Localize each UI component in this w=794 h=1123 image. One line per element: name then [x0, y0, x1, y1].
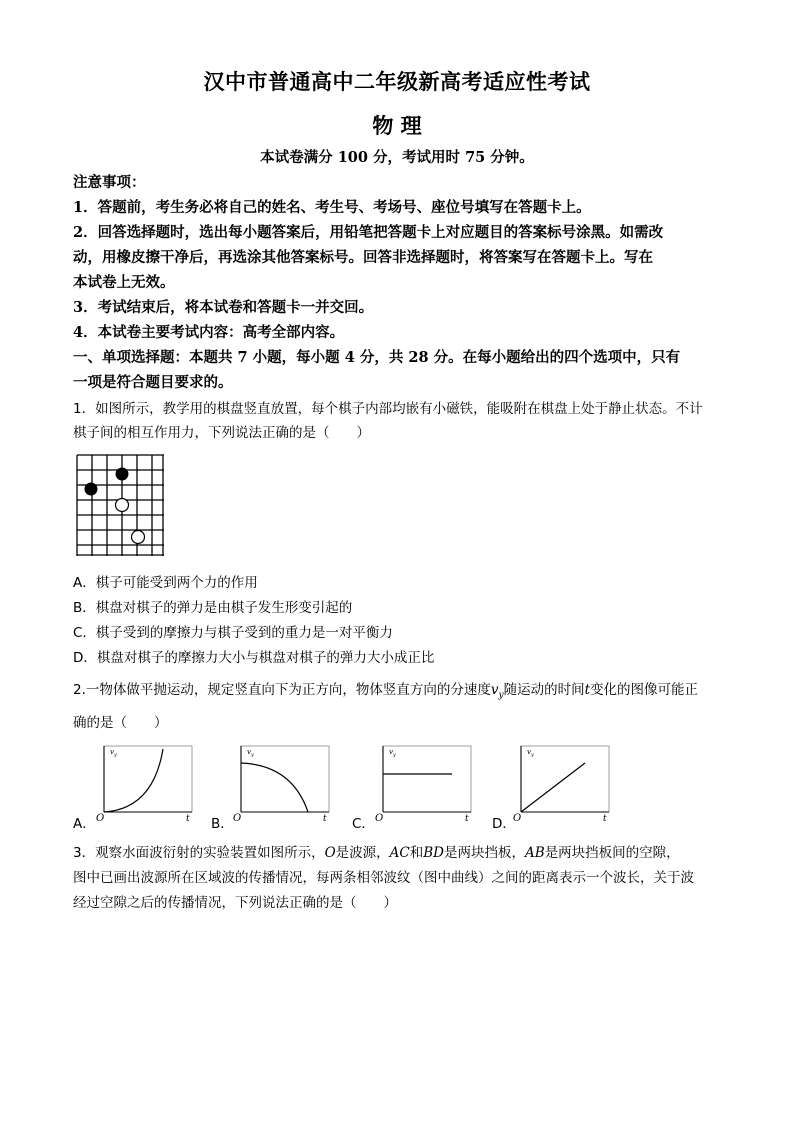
- notice-item: 4．本试卷主要考试内容：高考全部内容。: [73, 324, 345, 341]
- graph-b: [232, 741, 332, 825]
- graph-label-c[interactable]: C．: [352, 816, 375, 832]
- graph-c: [374, 741, 474, 825]
- notice-item: 动，用橡皮擦干净后，再选涂其他答案标号。回答非选择题时，将答案写在答题卡上。写在: [73, 249, 653, 266]
- axis-vy-label: $v_y$: [110, 748, 117, 758]
- black-piece: [116, 468, 129, 481]
- graph-label-d[interactable]: D．: [492, 816, 516, 832]
- question-1-option-c[interactable]: C．棋子受到的摩擦力与棋子受到的重力是一对平衡力: [73, 625, 393, 641]
- origin-label: O: [96, 813, 105, 824]
- question-1-option-d[interactable]: D．棋盘对棋子的摩擦力大小与棋盘对棋子的弹力大小成正比: [73, 650, 435, 666]
- white-piece: [132, 531, 145, 544]
- svg-text:vy: $v_y$: [527, 748, 534, 758]
- chessboard-figure: [74, 452, 166, 558]
- curve-d: [521, 763, 585, 812]
- exam-note: 本试卷满分 100 分，考试用时 75 分钟。: [260, 149, 534, 166]
- question-3-stem-cont: 经过空隙之后的传播情况，下列说法正确的是（ ）: [73, 895, 397, 911]
- subject-title: 物 理: [372, 113, 422, 138]
- notice-item: 2．回答选择题时，选出每小题答案后，用铅笔把答题卡上对应题目的答案标号涂黑。如需改: [73, 224, 664, 241]
- svg-text:t: t: [465, 814, 469, 824]
- question-2-stem-cont: 确的是（ ）: [73, 715, 168, 731]
- question-1-stem: 1．如图所示，教学用的棋盘竖直放置，每个棋子内部均嵌有小磁铁，能吸附在棋盘上处于静止状态。不计: [73, 401, 703, 417]
- black-piece: [85, 483, 98, 496]
- section-heading: 一、单项选择题：本题共 7 小题，每小题 4 分，共 28 分。在每小题给出的四个选项中，只有: [73, 349, 681, 366]
- question-1-option-b[interactable]: B．棋盘对棋子的弹力是由棋子发生形变引起的: [73, 600, 353, 616]
- notice-item: 3．考试结束后，将本试卷和答题卡一并交回。: [73, 299, 374, 316]
- svg-text:O: O: [375, 813, 384, 824]
- notice-item: 1．答题前，考生务必将自己的姓名、考生号、考场号、座位号填写在答题卡上。: [73, 199, 591, 216]
- white-piece: [116, 499, 129, 512]
- question-2-stem: 2.一物体做平抛运动，规定竖直向下为正方向，物体竖直方向的分速度$v_y$随运动的时间t变化的图像可能正: [73, 682, 699, 701]
- graph-a: [95, 741, 195, 825]
- svg-text:O: O: [233, 813, 242, 824]
- svg-text:O: O: [513, 813, 522, 824]
- question-1-stem-cont: 棋子间的相互作用力，下列说法正确的是（ ）: [73, 425, 370, 441]
- graph-label-a[interactable]: A．: [73, 816, 96, 832]
- graph-d: [512, 741, 612, 825]
- svg-text:vy: $v_y$: [247, 748, 254, 758]
- notice-heading: 注意事项：: [73, 174, 146, 191]
- axis-t-label: t: [186, 814, 190, 824]
- curve-a: [104, 749, 163, 812]
- graph-label-b[interactable]: B．: [211, 816, 234, 832]
- exam-title: 汉中市普通高中二年级新高考适应性考试: [203, 69, 591, 94]
- notice-item: 本试卷上无效。: [73, 274, 175, 291]
- question-3-stem: 3．观察水面波衍射的实验装置如图所示，O是波源，AC和BD是两块挡板，AB是两块挡板间的空隙，: [73, 845, 680, 861]
- section-heading-cont: 一项是符合题目要求的。: [73, 374, 233, 391]
- svg-text:t: t: [603, 814, 607, 824]
- curve-b: [241, 763, 308, 812]
- svg-text:t: t: [323, 814, 327, 824]
- question-1-option-a[interactable]: A．棋子可能受到两个力的作用: [73, 575, 258, 591]
- question-3-stem-cont: 图中已画出波源所在区域波的传播情况，每两条相邻波纹（图中曲线）之间的距离表示一个波长，关于波: [73, 870, 694, 886]
- svg-text:vy: $v_y$: [389, 748, 396, 758]
